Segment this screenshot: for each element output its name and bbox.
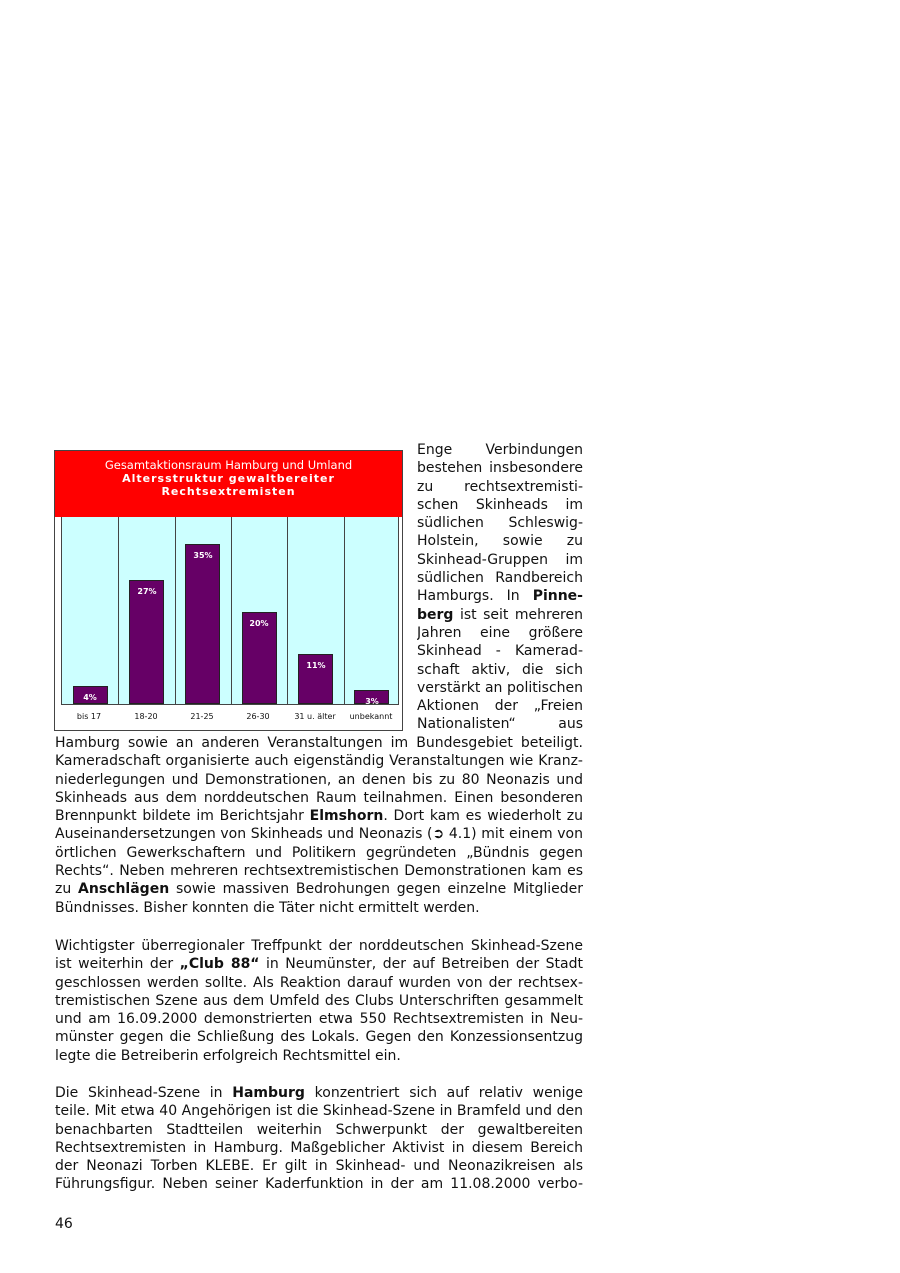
text-line: münster gegen die Schließung des Lokals. Gegen den Konzessionsentzug (55, 1029, 583, 1046)
text-line: benachbarten Stadtteilen weiterhin Schwerpunkt der gewaltbereiten (55, 1121, 583, 1138)
text-line (55, 955, 583, 973)
paragraph-2 (55, 937, 583, 1065)
text-line: und am 16.09.2000 demonstrierten etwa 550 Rechtsextremisten in Neu- (55, 1011, 583, 1028)
paragraph-3 (55, 1084, 583, 1194)
text-line (55, 880, 583, 898)
text-line: Hamburg sowie an anderen Veranstaltungen im Bundesgebiet beteiligt. (55, 735, 583, 751)
age-structure-chart (54, 450, 403, 731)
place-hamburg: Hamburg (232, 1085, 305, 1101)
place-pinneberg-cont: berg (417, 606, 454, 623)
text-line (417, 606, 583, 624)
chart-header (55, 451, 402, 517)
text-fragment: zu (55, 881, 79, 898)
text-line: zu rechtsextremisti- (417, 478, 583, 495)
chart-plot-area (61, 517, 399, 705)
text-line: Wichtigster überregionaler Treffpunkt der norddeutschen Skinhead-Szene (55, 938, 583, 954)
text-line: Jahren eine größere (417, 624, 583, 641)
text-line: Kameradschaft organisierte auch eigenständig Veranstaltungen wie Kranz- (55, 753, 583, 770)
chart-divider (344, 517, 345, 704)
text-line: Auseinandersetzungen von Skinheads und Neonazis (➲ 4.1) mit einem von (55, 826, 583, 843)
text-line: Enge Verbindungen (417, 442, 583, 458)
text-line: Rechts“. Neben mehreren rechtsextremistischen Demonstrationen kam es (55, 863, 583, 880)
text-line: Skinhead-Gruppen im (417, 551, 583, 568)
text-fragment: konzentriert sich auf relativ wenige (314, 1085, 583, 1101)
text-fragment: ist weiterhin der (55, 956, 180, 973)
text-line (55, 1084, 583, 1102)
paragraph-1 (55, 734, 583, 917)
term-anschlaegen: Anschlägen (78, 881, 170, 898)
text-line: südlichen Schleswig- (417, 515, 583, 532)
side-column-text (417, 441, 583, 734)
text-fragment: Brennpunkt bildete im Berichtsjahr (55, 808, 310, 825)
chart-tick-label: 26-30 (246, 712, 270, 721)
chart-divider (175, 517, 176, 704)
chart-data-label: 27% (137, 587, 157, 596)
text-fragment: ist seit mehreren (453, 606, 583, 623)
chart-data-label: 20% (249, 619, 269, 628)
text-line: der Neonazi Torben KLEBE. Er gilt in Skinhead- und Neonazikreisen als (55, 1158, 583, 1175)
chart-tick-label: 21-25 (190, 712, 214, 721)
page-number: 46 (55, 1216, 73, 1232)
chart-title: Altersstruktur gewaltbereiter Rechtsextremisten (122, 472, 335, 498)
chart-data-label: 35% (193, 551, 213, 560)
text-line: Aktionen der „Freien (417, 698, 583, 715)
chart-data-label: 11% (306, 661, 326, 670)
text-line: bestehen insbesondere (417, 460, 583, 477)
club-88: „Club 88“ (179, 956, 260, 973)
chart-tick-label: unbekannt (349, 712, 393, 721)
place-elmshorn: Elmshorn (309, 808, 384, 825)
chart-bar (185, 544, 220, 704)
text-line: Skinheads aus dem norddeutschen Raum teilnahmen. Einen besonderen (55, 789, 583, 806)
text-line: Holstein, sowie zu (417, 533, 583, 550)
text-line: tremistischen Szene aus dem Umfeld des Clubs Unterschriften gesammelt (55, 992, 583, 1009)
text-line: Rechtsextremisten in Hamburg. Maßgeblicher Aktivist in diesem Bereich (55, 1139, 583, 1156)
text-line (417, 587, 583, 605)
text-fragment: . Dort kam es wiederholt zu (383, 808, 583, 825)
place-pinneberg: Pinne- (532, 588, 583, 605)
text-line (55, 807, 583, 825)
text-line: schaft aktiv, die sich (417, 661, 583, 678)
text-line: niederlegungen und Demonstrationen, an denen bis zu 80 Neonazis und (55, 771, 583, 788)
chart-subtitle: Gesamtaktionsraum Hamburg und Umland (104, 458, 353, 472)
chart-tick-label: 18-20 (134, 712, 158, 721)
text-line: Führungsfigur. Neben seiner Kaderfunktion in der am 11.08.2000 verbo- (55, 1176, 583, 1193)
text-line: örtlichen Gewerkschaftern und Politikern gegründeten „Bündnis gegen (55, 844, 583, 861)
chart-bar (129, 580, 164, 704)
text-fragment: Die Skinhead-Szene in (55, 1085, 233, 1101)
chart-tick-label: 31 u. älter (294, 712, 336, 721)
text-line: Bündnisses. Bisher konnten die Täter nicht ermittelt werden. (55, 899, 480, 916)
text-line: teile. Mit etwa 40 Angehörigen ist die Skinhead-Szene in Bramfeld und den (55, 1103, 583, 1120)
text-line: Skinhead - Kamerad- (417, 643, 583, 660)
chart-data-label: 3% (365, 697, 379, 706)
chart-divider (287, 517, 288, 704)
text-line: legte die Betreiberin erfolgreich Rechtsmittel ein. (55, 1047, 401, 1064)
text-line: südlichen Randbereich (417, 570, 583, 587)
text-fragment: in Neumünster, der auf Betreiben der Stadt (259, 956, 583, 973)
text-line: schen Skinheads im (417, 496, 583, 513)
chart-divider (118, 517, 119, 704)
text-line: verstärkt an politischen (417, 679, 583, 696)
text-line: geschlossen werden sollte. Als Reaktion darauf wurden von der rechtsex- (55, 974, 583, 991)
text-fragment: Hamburgs. In (417, 588, 533, 605)
chart-data-label: 4% (83, 693, 97, 702)
chart-tick-label: bis 17 (76, 712, 102, 721)
text-fragment: sowie massiven Bedrohungen gegen einzelne Mitglieder (175, 881, 583, 898)
text-line: Nationalisten“ aus (417, 716, 583, 733)
chart-divider (231, 517, 232, 704)
